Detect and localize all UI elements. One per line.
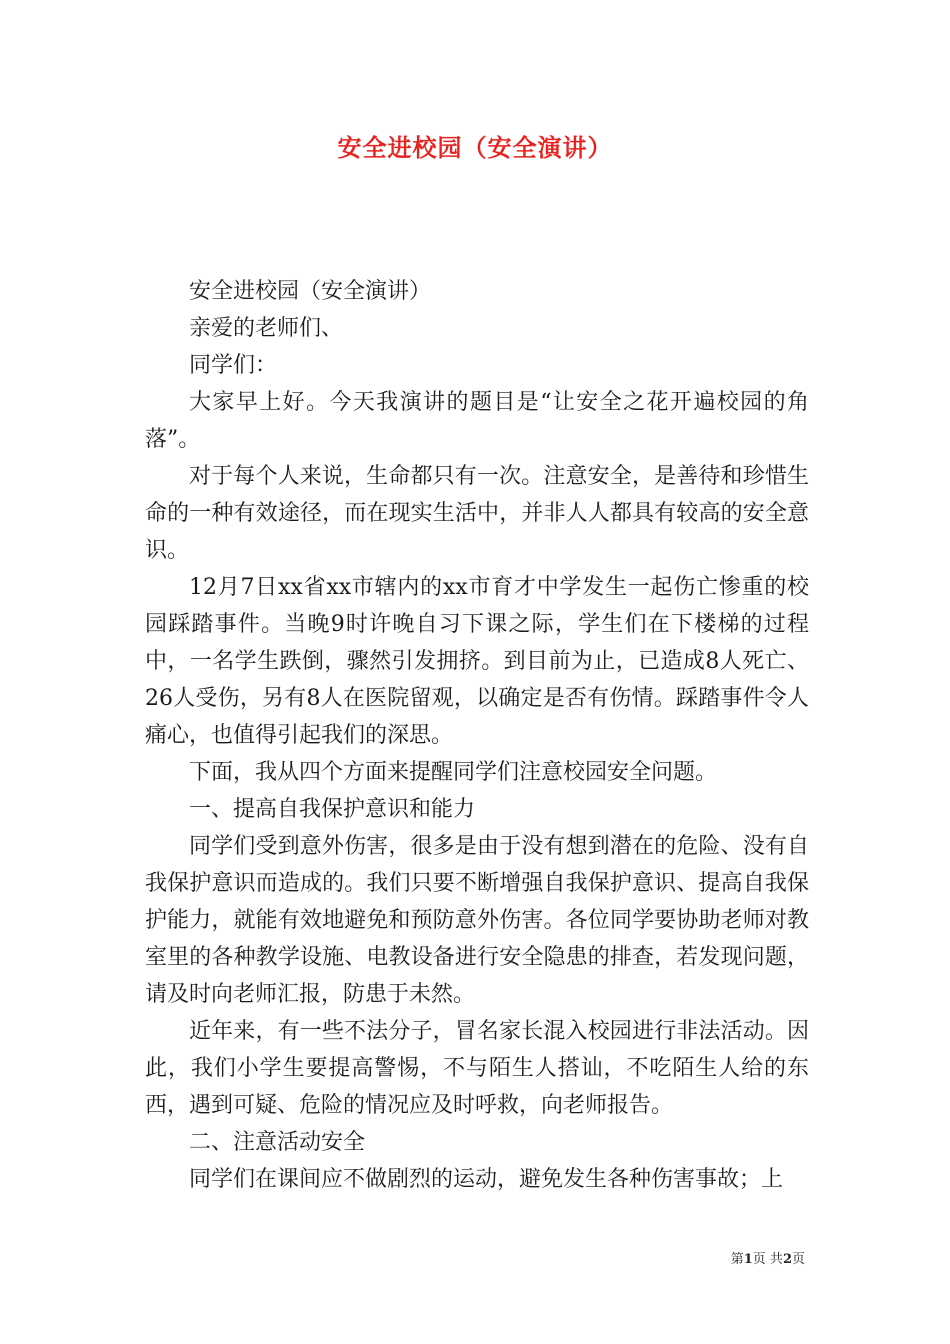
paragraph-activity-safety: 同学们在课间应不做剧烈的运动，避免发生各种伤害事故；上 [189, 1167, 784, 1192]
footer-total-pages: 2 [782, 1252, 792, 1267]
paragraph-salutation-students: 同学们： [189, 353, 278, 378]
footer-suffix: 页 [791, 1252, 805, 1267]
paragraph-subtitle: 安全进校园（安全演讲） [189, 279, 432, 304]
paragraph-intro-points: 下面，我从四个方面来提醒同学们注意校园安全问题。 [189, 760, 718, 785]
footer-current-page: 1 [743, 1252, 753, 1267]
section-heading-2: 二、注意活动安全 [189, 1130, 366, 1155]
paragraph-incident: 12月7日xx省xx市辖内的xx市育才中学发生一起伤亡惨重的校园踩踏事件。当晚9时许晚自习下课之际，学生们在下楼梯的过程中，一名学生跌倒，骤然引发拥挤。到目前为止，已造成8人死亡、26人受伤，另有8人在医院留观，以确定是否有伤情。踩踏事件令人痛心，也值得引起我们的深思。 [145, 575, 809, 748]
footer-middle: 页 共 [752, 1252, 783, 1267]
paragraph-self-protection: 同学们受到意外伤害，很多是由于没有想到潜在的危险、没有自我保护意识而造成的。我们只要不断增强自我保护意识、提高自我保护能力，就能有效地避免和预防意外伤害。各位同学要协助老师对教室里的各种教学设施、电教设备进行安全隐患的排查，若发现问题，请及时向老师汇报，防患于未然。 [145, 834, 809, 1007]
footer-prefix: 第 [730, 1252, 744, 1267]
paragraph-greeting: 大家早上好。今天我演讲的题目是“让安全之花开遍校园的角落”。 [145, 390, 809, 452]
paragraph-life: 对于每个人来说，生命都只有一次。注意安全，是善待和珍惜生命的一种有效途径，而在现实生活中，并非人人都具有较高的安全意识。 [145, 464, 809, 563]
paragraph-salutation-teachers: 亲爱的老师们、 [189, 316, 344, 341]
document-title: 安全进校园（安全演讲） [337, 133, 613, 162]
section-heading-1: 一、提高自我保护意识和能力 [189, 797, 476, 822]
paragraph-strangers: 近年来，有一些不法分子，冒名家长混入校园进行非法活动。因此，我们小学生要提高警惕，不与陌生人搭讪，不吃陌生人给的东西，遇到可疑、危险的情况应及时呼救，向老师报告。 [145, 1019, 809, 1118]
document-body [145, 273, 809, 1198]
page-number-footer [731, 1248, 805, 1267]
